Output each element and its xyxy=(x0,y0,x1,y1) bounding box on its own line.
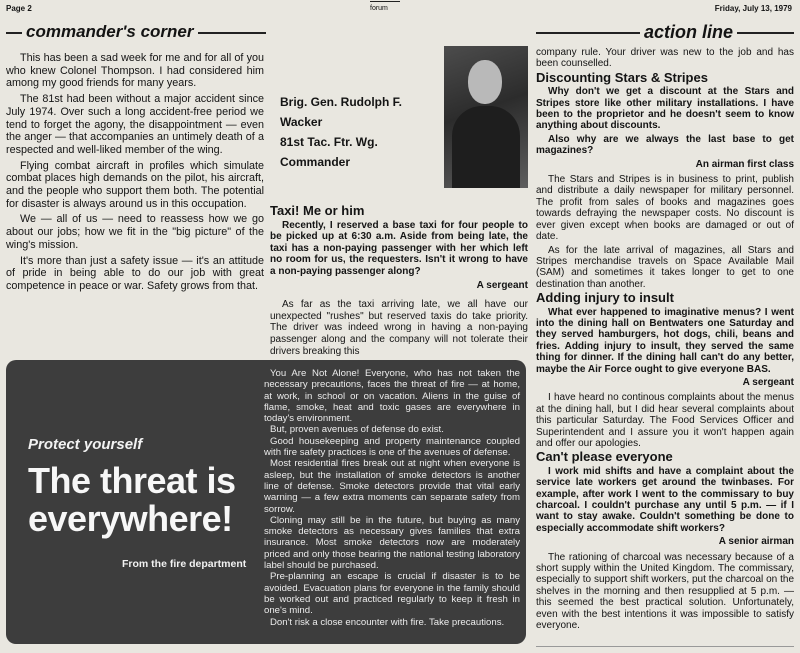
injury-headline: Adding injury to insult xyxy=(536,290,674,306)
taxi-signature: A sergeant xyxy=(476,279,528,291)
stars-letter-2: Also why are we always the last base to get magazines? xyxy=(536,133,794,157)
commanders-column xyxy=(6,52,264,296)
ad-paragraph: Good housekeeping and property maintenance coupled with fire safety practices is one of the avenues of defense. xyxy=(264,435,520,459)
commander-paragraph: We — all of us — need to reassess how we go about our jobs; how we fit in the "big picture" of the wing's mission. xyxy=(6,213,264,251)
taxi-headline: Taxi! Me or him xyxy=(270,203,365,218)
byline-name: Brig. Gen. Rudolph F. Wacker xyxy=(280,95,402,129)
commander-paragraph: It's more than just a safety issue — it's an attitude of pride in being able to do our job with great competence in peace or war. Safety grows from that. xyxy=(6,254,264,292)
ad-paragraph: Cloning may still be in the future, but buying as many smoke detectors as necessary gives families that extra insurance. Most smoke detectors now are moderately priced and only those bearing the national testing laboratory label should be purchased. xyxy=(264,514,520,572)
action-line-column xyxy=(536,47,794,634)
masthead-date: Friday, July 13, 1979 xyxy=(714,4,792,13)
sleep-answer: The rationing of charcoal was necessary because of a short supply within the United Kingdom. The commissary, especially to support shift workers, put the charcoal on the shelves in the morning and then resupplied at 5 p.m. — this seemed the best practical solution. Unfortunately, even with the best intentions it was impossible to satisfy everyone. xyxy=(536,551,794,632)
injury-letter: What ever happened to imaginative menus? I went into the dining hall on Bentwaters one Saturday and they served hamburgers, hot dogs, chili, beans and fries. Adding injury to insult, they served the same thing for dinner. If the dining hall can't do any better, maybe the Air Force ought to give everyone BAS. xyxy=(536,306,794,375)
taxi-item xyxy=(270,205,528,359)
commander-paragraph: Flying combat aircraft in profiles which simulate combat places high demands on the pilot, his aircraft, and the people who support them both. The potential for disaster is always around us in this occupation. xyxy=(6,159,264,210)
sleep-headline: Can't please everyone xyxy=(536,449,673,465)
ad-paragraph: You Are Not Alone! Everyone, who has not taken the necessary precautions, faces the threat of fire — at home, at work, in school or on vacation. Aliens in the guise of flame, smoke, heat and toxic gases are everywhere in today's environment. xyxy=(264,368,520,425)
stars-letter: Why don't we get a discount at the Stars and Stripes store like other military installations. I have been to the proprietor and he doesn't seem to know anything about discounts. xyxy=(536,86,794,132)
taxi-answer-continued: company rule. Your driver was new to the job and has been counselled. xyxy=(536,47,794,70)
taxi-answer: As far as the taxi arriving late, we all have our unexpected "rushes" but reserved taxis do take priority. The driver was indeed wrong in having a non-paying passenger along and the company will not tolerate their drivers breaking this xyxy=(270,299,528,357)
masthead-rule xyxy=(370,1,400,2)
commander-paragraph: The 81st had been without a major accident since July 1974. Over such a long accident-free period we tend to forget the agony, the disappointment — even the anger — that accompanies an untimely death of a respected and well-liked member of the wing. xyxy=(6,93,264,156)
masthead-section: forum xyxy=(370,5,388,12)
masthead xyxy=(0,0,800,16)
page-bottom-edge xyxy=(536,646,794,653)
taxi-letter: Recently, I reserved a base taxi for four people to be picked up at 6:30 a.m. Aside from being late, the taxi has a non-paying passenger with her which left no room for us, the requesters. Isn't it wrong to have a non-paying passenger along? xyxy=(270,219,528,277)
page-number: Page 2 xyxy=(6,4,32,13)
ad-paragraph: Don't risk a close encounter with fire. Take precautions. xyxy=(270,616,505,628)
action-line-banner: action line xyxy=(640,23,737,41)
ad-body xyxy=(264,368,520,628)
ad-paragraph: But, proven avenues of defense do exist. xyxy=(270,424,444,436)
ad-paragraph: Pre-planning an escape is crucial if disaster is to be avoided. Evacuation plans for everyone in the family should be worked out and practiced regularly to keep it fresh in one's mind. xyxy=(264,571,520,617)
commanders-corner-banner: commander's corner xyxy=(22,23,198,41)
injury-answer: I have heard no continous complaints about the menus at the dining hall, but I did hear several complaints about this particular Saturday. The Food Services Officer and Superintendent and I assure you it won't happen again and offer our apologies. xyxy=(536,392,794,449)
byline-title: 81st Tac. Ftr. Wg. Commander xyxy=(280,135,378,169)
fire-department-ad xyxy=(6,360,526,644)
stars-answer: The Stars and Stripes is in business to print, publish and distribute a daily newspaper for military personnel. The profit from sales of books and magazines goes towards defraying the newspaper costs. No discount is ever given except when books are damaged or out of date. xyxy=(536,174,794,243)
ad-credit: From the fire department xyxy=(122,558,247,570)
commander-paragraph: This has been a sad week for me and for all of you who knew Colonel Thompson. I had considered him among my good friends for many years. xyxy=(6,52,264,90)
injury-signature: A sergeant xyxy=(742,376,794,388)
stars-answer-2: As for the late arrival of magazines, all Stars and Stripes merchandise travels on Space Available Mail (SAM) and sometimes it takes longer to get to one destination than another. xyxy=(536,244,794,290)
stars-headline: Discounting Stars & Stripes xyxy=(536,69,708,85)
commander-byline xyxy=(280,92,440,172)
sleep-letter: I work mid shifts and have a complaint about the service late workers get around the twinbases. For example, after work I went to the commissary to buy charcoal. I couldn't purchase any until 5 p.m. — if I want to stay awake. Couldn't something be done to especially accommodate shift workers? xyxy=(536,465,794,534)
sleep-signature: A senior airman xyxy=(718,536,794,548)
ad-paragraph: Most residential fires break out at night when everyone is asleep, but the installation of smoke detectors is another line of defense. Smoke detectors provide that vital early warning — a few extra moments can separate safety from sorrow. xyxy=(264,458,520,515)
ad-kicker: Protect yourself xyxy=(28,436,143,453)
ad-headline: The threat is everywhere! xyxy=(28,460,236,539)
stars-signature: An airman first class xyxy=(695,158,794,170)
commander-photo xyxy=(444,46,528,188)
